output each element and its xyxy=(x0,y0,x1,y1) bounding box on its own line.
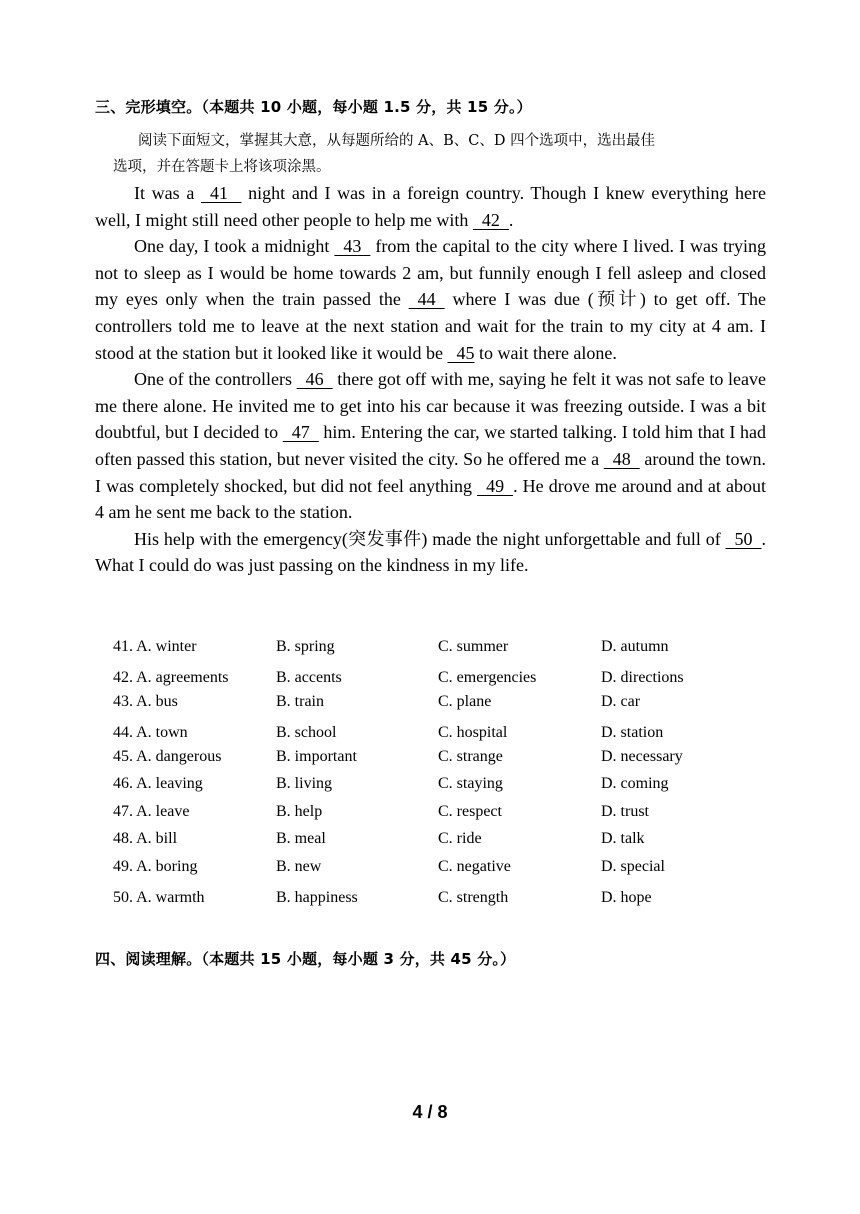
option-d: D. car xyxy=(601,693,641,710)
blank-42: 42 xyxy=(472,209,509,230)
option-row xyxy=(113,803,813,825)
option-row xyxy=(113,669,813,691)
option-row xyxy=(113,748,813,770)
section-4-heading: 四、阅读理解。（本题共 15 小题，每小题 3 分，共 45 分。） xyxy=(95,950,516,968)
blank-41: 41 xyxy=(200,183,242,203)
option-d: D. coming xyxy=(601,775,669,792)
option-b: B. help xyxy=(276,803,323,820)
option-d: D. station xyxy=(601,724,664,741)
option-a: 49. A. boring xyxy=(113,858,198,875)
option-a: 42. A. agreements xyxy=(113,669,229,686)
option-c: C. staying xyxy=(438,775,503,792)
option-b: B. important xyxy=(276,748,357,765)
option-c: C. strength xyxy=(438,889,509,906)
option-d: D. special xyxy=(601,858,665,875)
option-a: 44. A. town xyxy=(113,724,188,741)
blank-48: 48 xyxy=(603,448,640,469)
option-c: C. respect xyxy=(438,803,502,820)
option-b: B. happiness xyxy=(276,889,358,906)
option-b: B. school xyxy=(276,724,337,741)
option-a: 41. A. winter xyxy=(113,638,197,655)
option-a: 48. A. bill xyxy=(113,830,178,847)
option-row xyxy=(113,858,813,880)
option-d: D. directions xyxy=(601,669,684,686)
option-row xyxy=(113,693,813,715)
option-a: 45. A. dangerous xyxy=(113,748,222,765)
option-c: C. plane xyxy=(438,693,492,710)
option-c: C. ride xyxy=(438,830,482,847)
option-row xyxy=(113,775,813,797)
option-b: B. train xyxy=(276,693,324,710)
option-b: B. living xyxy=(276,775,333,792)
option-b: B. new xyxy=(276,858,322,875)
blank-46: 46 xyxy=(296,369,333,390)
blank-50: 50 xyxy=(725,528,762,549)
option-b: B. spring xyxy=(276,638,335,655)
option-row xyxy=(113,638,813,660)
blank-47: 47 xyxy=(282,422,319,443)
option-a: 43. A. bus xyxy=(113,693,178,710)
blank-44: 44 xyxy=(408,289,445,310)
option-d: D. necessary xyxy=(601,748,683,765)
instruction-line-2: 选项，并在答题卡上将该项涂黑。 xyxy=(113,159,331,175)
passage-paragraph-2: One day, I took a midnight 43 from the capital to the city where I lived. I was trying not to sleep as I would be home towards 2 am, but funnily enough I fell asleep and closed my eyes only when the train passed the 44 where I was due (预计) to get off. The controllers told me to leave at the next station and wait for the train to my city at 4 am. I stood at the station but it looked like it would be 45 to wait there alone. xyxy=(95,233,766,366)
option-row xyxy=(113,889,813,911)
option-a: 46. A. leaving xyxy=(113,775,203,792)
passage-paragraph-3: One of the controllers 46 there got off with me, saying he felt it was not safe to leave me there alone. He invited me to get into his car because it was freezing outside. I was a bit doubtful, but I decided to 47 him. Entering the car, we started talking. I told him that I had often passed this station, but never visited the city. So he offered me a 48 around the town. I was completely shocked, but did not feel anything 49 . He drove me around and at about 4 am he sent me back to the station. xyxy=(95,366,766,526)
page-number: 4 / 8 xyxy=(412,1102,448,1122)
passage-paragraph-4: His help with the emergency(突发事件) made the night unforgettable and full of 50 . What I could do was just passing on the kindness in my life. xyxy=(95,526,766,579)
blank-45: 45 xyxy=(447,342,475,363)
option-b: B. meal xyxy=(276,830,326,847)
option-b: B. accents xyxy=(276,669,342,686)
option-row xyxy=(113,724,813,746)
option-d: D. hope xyxy=(601,889,652,906)
option-row xyxy=(113,830,813,852)
option-c: C. hospital xyxy=(438,724,508,741)
option-c: C. emergencies xyxy=(438,669,537,686)
instruction-line-1: 阅读下面短文，掌握其大意，从每题所给的 A、B、C、D 四个选项中，选出最佳 xyxy=(138,133,656,149)
option-c: C. strange xyxy=(438,748,503,765)
cloze-passage xyxy=(95,180,766,579)
option-c: C. summer xyxy=(438,638,509,655)
option-d: D. talk xyxy=(601,830,645,847)
section-3-instructions xyxy=(113,128,765,180)
option-d: D. autumn xyxy=(601,638,669,655)
option-a: 50. A. warmth xyxy=(113,889,205,906)
blank-49: 49 xyxy=(477,475,514,496)
option-a: 47. A. leave xyxy=(113,803,190,820)
blank-43: 43 xyxy=(334,236,371,257)
section-3-heading: 三、完形填空。（本题共 10 小题，每小题 1.5 分，共 15 分。） xyxy=(95,98,532,116)
passage-paragraph-1: It was a 41 night and I was in a foreign country. Though I knew everything here well, I might still need other people to help me with 42 . xyxy=(95,180,766,233)
option-d: D. trust xyxy=(601,803,649,820)
option-c: C. negative xyxy=(438,858,511,875)
